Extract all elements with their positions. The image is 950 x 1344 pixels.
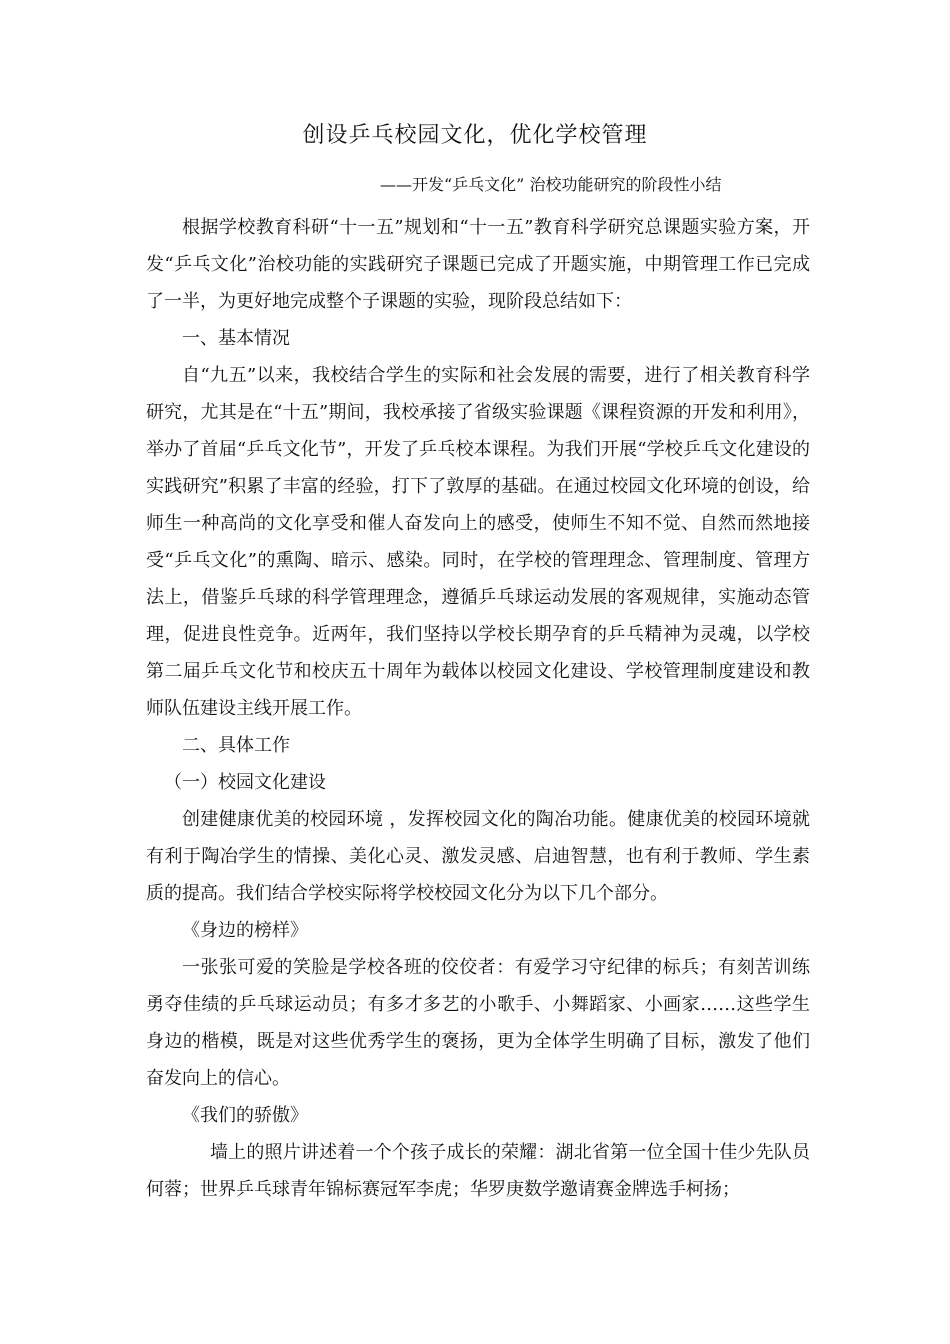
paragraph-campus-environment: 创建健康优美的校园环境 ，发挥校园文化的陶冶功能。健康优美的校园环境就有利于陶冶学生的情操、美化心灵、激发灵感、启迪智慧，也有利于教师、学生素质的提高。我们结合学校实际将学校校园文化分为以下几个部分。 [146,809,810,904]
item-heading-our-pride: 《我们的骄傲》 [182,1105,308,1126]
document-body [146,209,810,1208]
paragraph-our-pride: 墙上的照片讲述着一个个孩子成长的荣耀：湖北省第一位全国十佳少先队员何蓉；世界乒乓球青年锦标赛冠军李虎；华罗庚数学邀请赛金牌选手柯扬； [146,1142,810,1200]
document-title: 创设乒乓校园文化，优化学校管理 [302,123,648,148]
document-subtitle: ——开发“乒乓文化” 治校功能研究的阶段性小结 [380,175,722,194]
item-heading-role-models: 《身边的榜样》 [182,920,308,941]
paragraph-basic-situation: 自“九五”以来，我校结合学生的实际和社会发展的需要，进行了相关教育科学研究，尤其是在“十五”期间，我校承接了省级实验课题《课程资源的开发和利用》，举办了首届“乒乓文化节”，开发了乒乓校本课程。为我们开展“学校乒乓文化建设的实践研究”积累了丰富的经验，打下了敦厚的基础。在通过校园文化环境的创设，给师生一种高尚的文化享受和催人奋发向上的感受，使师生不知不觉、自然而然地接受“乒乓文化”的熏陶、暗示、感染。同时，在学校的管理理念、管理制度、管理方法上，借鉴乒乓球的科学管理理念，遵循乒乓球运动发展的客观规律，实施动态管理，促进良性竞争。近两年，我们坚持以学校长期孕育的乒乓精神为灵魂，以学校第二届乒乓文化节和校庆五十周年为载体以校园文化建设、学校管理制度建设和教师队伍建设主线开展工作。 [146,365,810,719]
paragraph-role-models: 一张张可爱的笑脸是学校各班的佼佼者：有爱学习守纪律的标兵；有刻苦训练勇夺佳绩的乒乓球运动员；有多才多艺的小歌手、小舞蹈家、小画家……这些学生身边的楷模，既是对这些优秀学生的褒扬，更为全体学生明确了目标，激发了他们奋发向上的信心。 [146,957,810,1089]
paragraph-intro: 根据学校教育科研“十一五”规划和“十一五”教育科学研究总课题实验方案，开发“乒乓文化”治校功能的实践研究子课题已完成了开题实施，中期管理工作已完成了一半，为更好地完成整个子课题的实验，现阶段总结如下： [146,217,810,312]
section-heading-work: 二、具体工作 [182,735,290,756]
subsection-heading-campus-culture: （一）校园文化建设 [164,772,326,793]
section-heading-basic: 一、基本情况 [182,328,290,349]
